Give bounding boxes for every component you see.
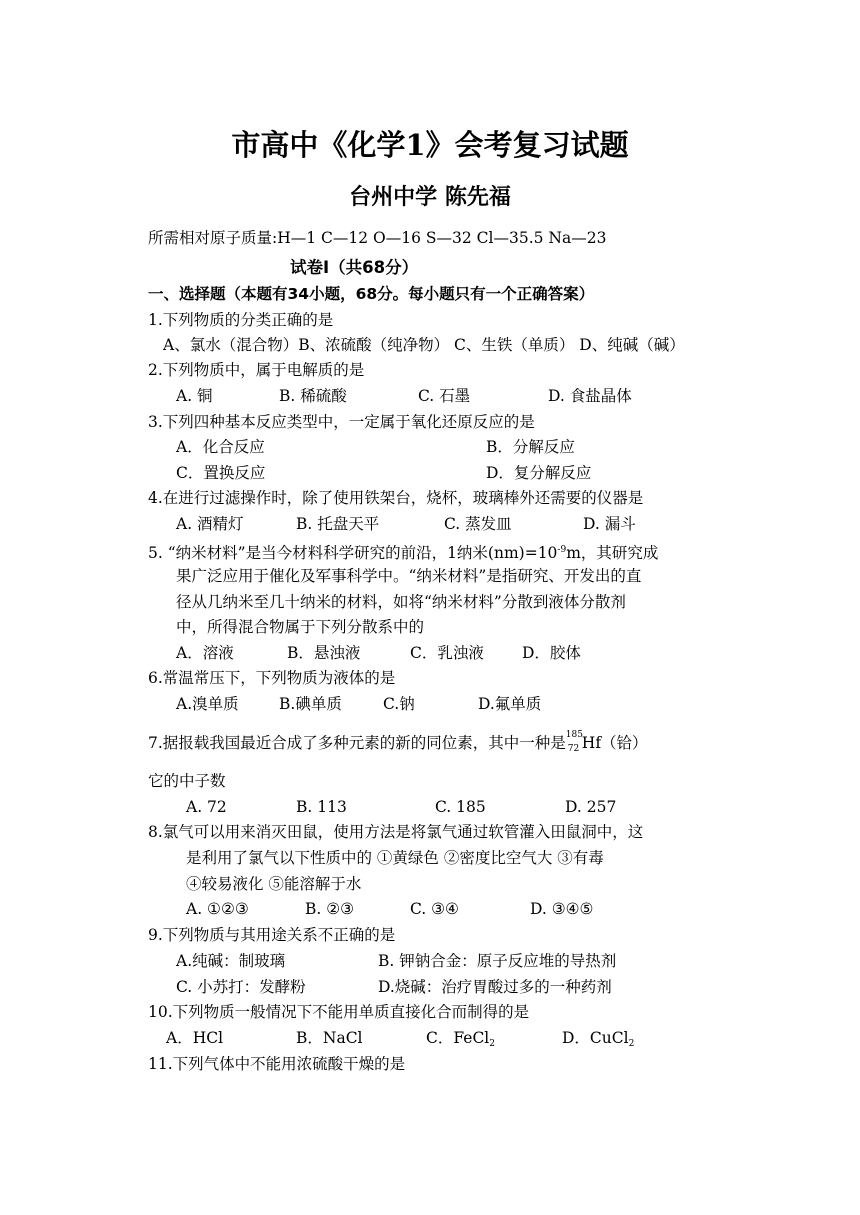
question-3-option-c: C．置换反应 <box>176 464 266 482</box>
question-5-option-d: D．胶体 <box>522 644 581 662</box>
question-8-option-c: C. ③④ <box>410 900 459 918</box>
question-4-option-a: A. 酒精灯 <box>176 515 244 533</box>
subscript: 2 <box>489 1039 495 1049</box>
question-8-line-2: 是利用了氯气以下性质中的 ①黄绿色 ②密度比空气大 ③有毒 <box>186 849 604 867</box>
question-2-option-c: C. 石墨 <box>418 387 471 405</box>
question-1-options: A、氯水（混合物）B、浓硫酸（纯净物） C、生铁（单质） D、纯碱（碱） <box>163 336 685 354</box>
question-2-stem: 2.下列物质中，属于电解质的是 <box>148 361 365 379</box>
question-8-option-b: B. ②③ <box>305 900 355 918</box>
question-9-option-a: A.纯碱：制玻璃 <box>176 952 286 970</box>
question-7-stem <box>148 730 648 754</box>
question-5-option-b: B．悬浊液 <box>287 644 361 662</box>
question-7-stem-text: 7.据报载我国最近合成了多种元素的新的同位素，其中一种是 <box>148 734 566 752</box>
question-2-option-b: B. 稀硫酸 <box>279 387 347 405</box>
page-title: 市高中《化学1》会考复习试题 <box>231 128 629 162</box>
question-2-option-a: A. 铜 <box>176 387 213 405</box>
atomic-masses-line: 所需相对原子质量:H—1 C—12 O—16 S—32 Cl—35.5 Na—23 <box>148 229 607 247</box>
question-6-stem: 6.常温常压下，下列物质为液体的是 <box>148 669 396 687</box>
part-title: 试卷Ⅰ（共68分） <box>290 258 419 277</box>
question-11-stem: 11.下列气体中不能用浓硫酸干燥的是 <box>148 1055 406 1073</box>
question-6-option-c: C.钠 <box>383 695 415 713</box>
question-3-stem: 3.下列四种基本反应类型中，一定属于氧化还原反应的是 <box>148 413 535 431</box>
question-6-option-b: B.碘单质 <box>279 695 342 713</box>
question-4-option-d: D. 漏斗 <box>583 515 636 533</box>
question-4-stem: 4.在进行过滤操作时，除了使用铁架台，烧杯，玻璃棒外还需要的仪器是 <box>148 489 644 507</box>
question-7-option-a: A. 72 <box>186 798 227 816</box>
question-5-option-c: C．乳浊液 <box>410 644 484 662</box>
question-5-option-a: A．溶液 <box>176 644 234 662</box>
question-7-option-d: D. 257 <box>565 798 617 816</box>
option-d-formula: D．CuCl <box>562 1029 629 1047</box>
question-7-stem-2: 它的中子数 <box>148 772 226 790</box>
question-4-option-c: C. 蒸发皿 <box>444 515 512 533</box>
question-3-option-b: B．分解反应 <box>486 438 575 456</box>
question-5-line-1-tail: m，其研究成 <box>566 544 659 562</box>
question-8-line-1: 8.氯气可以用来消灭田鼠，使用方法是将氯气通过软管灌入田鼠洞中，这 <box>148 823 644 841</box>
question-5-line-4: 中，所得混合物属于下列分散系中的 <box>176 618 425 636</box>
question-5-line-1-text: 5. “纳米材料”是当今材料科学研究的前沿，1纳米(nm)=10 <box>148 544 558 562</box>
question-5-line-3: 径从几纳米至几十纳米的材料，如将“纳米材料”分散到液体分散剂 <box>176 593 626 611</box>
question-8-line-3: ④较易液化 ⑤能溶解于水 <box>186 875 362 893</box>
question-6-option-d: D.氟单质 <box>478 695 542 713</box>
question-10-option-a: A．HCl <box>166 1029 224 1047</box>
section-title: 一、选择题（本题有34小题，68分。每小题只有一个正确答案） <box>148 285 595 303</box>
question-3-option-d: D．复分解反应 <box>486 464 592 482</box>
question-10-stem: 10.下列物质一般情况下不能用单质直接化合而制得的是 <box>148 1003 530 1021</box>
question-10-option-c <box>426 1028 495 1054</box>
question-7-option-b: B. 113 <box>296 798 347 816</box>
question-10-option-b: B．NaCl <box>296 1029 363 1047</box>
subscript: 2 <box>628 1039 635 1049</box>
question-6-option-a: A.溴单质 <box>176 695 239 713</box>
question-2-option-d: D. 食盐晶体 <box>548 387 632 405</box>
question-4-option-b: B. 托盘天平 <box>296 515 380 533</box>
question-8-option-d: D. ③④⑤ <box>530 900 594 918</box>
atomic-number: 72 <box>567 744 580 754</box>
question-9-option-c: C. 小苏打：发酵粉 <box>176 978 306 996</box>
question-5-line-2: 果广泛应用于催化及军事科学中。“纳米材料”是指研究、开发出的直 <box>176 567 642 585</box>
question-3-option-a: A．化合反应 <box>176 438 265 456</box>
question-1-stem: 1.下列物质的分类正确的是 <box>148 311 334 329</box>
isotope-notation <box>565 730 583 754</box>
question-9-option-b: B. 钾钠合金：原子反应堆的导热剂 <box>378 952 617 970</box>
question-8-option-a: A. ①②③ <box>186 900 249 918</box>
question-9-stem: 9.下列物质与其用途关系不正确的是 <box>148 926 396 944</box>
question-5-line-1 <box>148 540 658 563</box>
option-c-formula: C．FeCl <box>426 1029 490 1047</box>
mass-number: 185 <box>565 730 583 740</box>
question-7-element: Hf（铪） <box>581 734 648 752</box>
exponent: -9 <box>557 545 567 555</box>
question-10-option-d <box>562 1028 634 1054</box>
author-line: 台州中学 陈先福 <box>349 184 511 210</box>
question-9-option-d: D.烧碱：治疗胃酸过多的一种药剂 <box>378 978 612 996</box>
question-7-option-c: C. 185 <box>435 798 486 816</box>
